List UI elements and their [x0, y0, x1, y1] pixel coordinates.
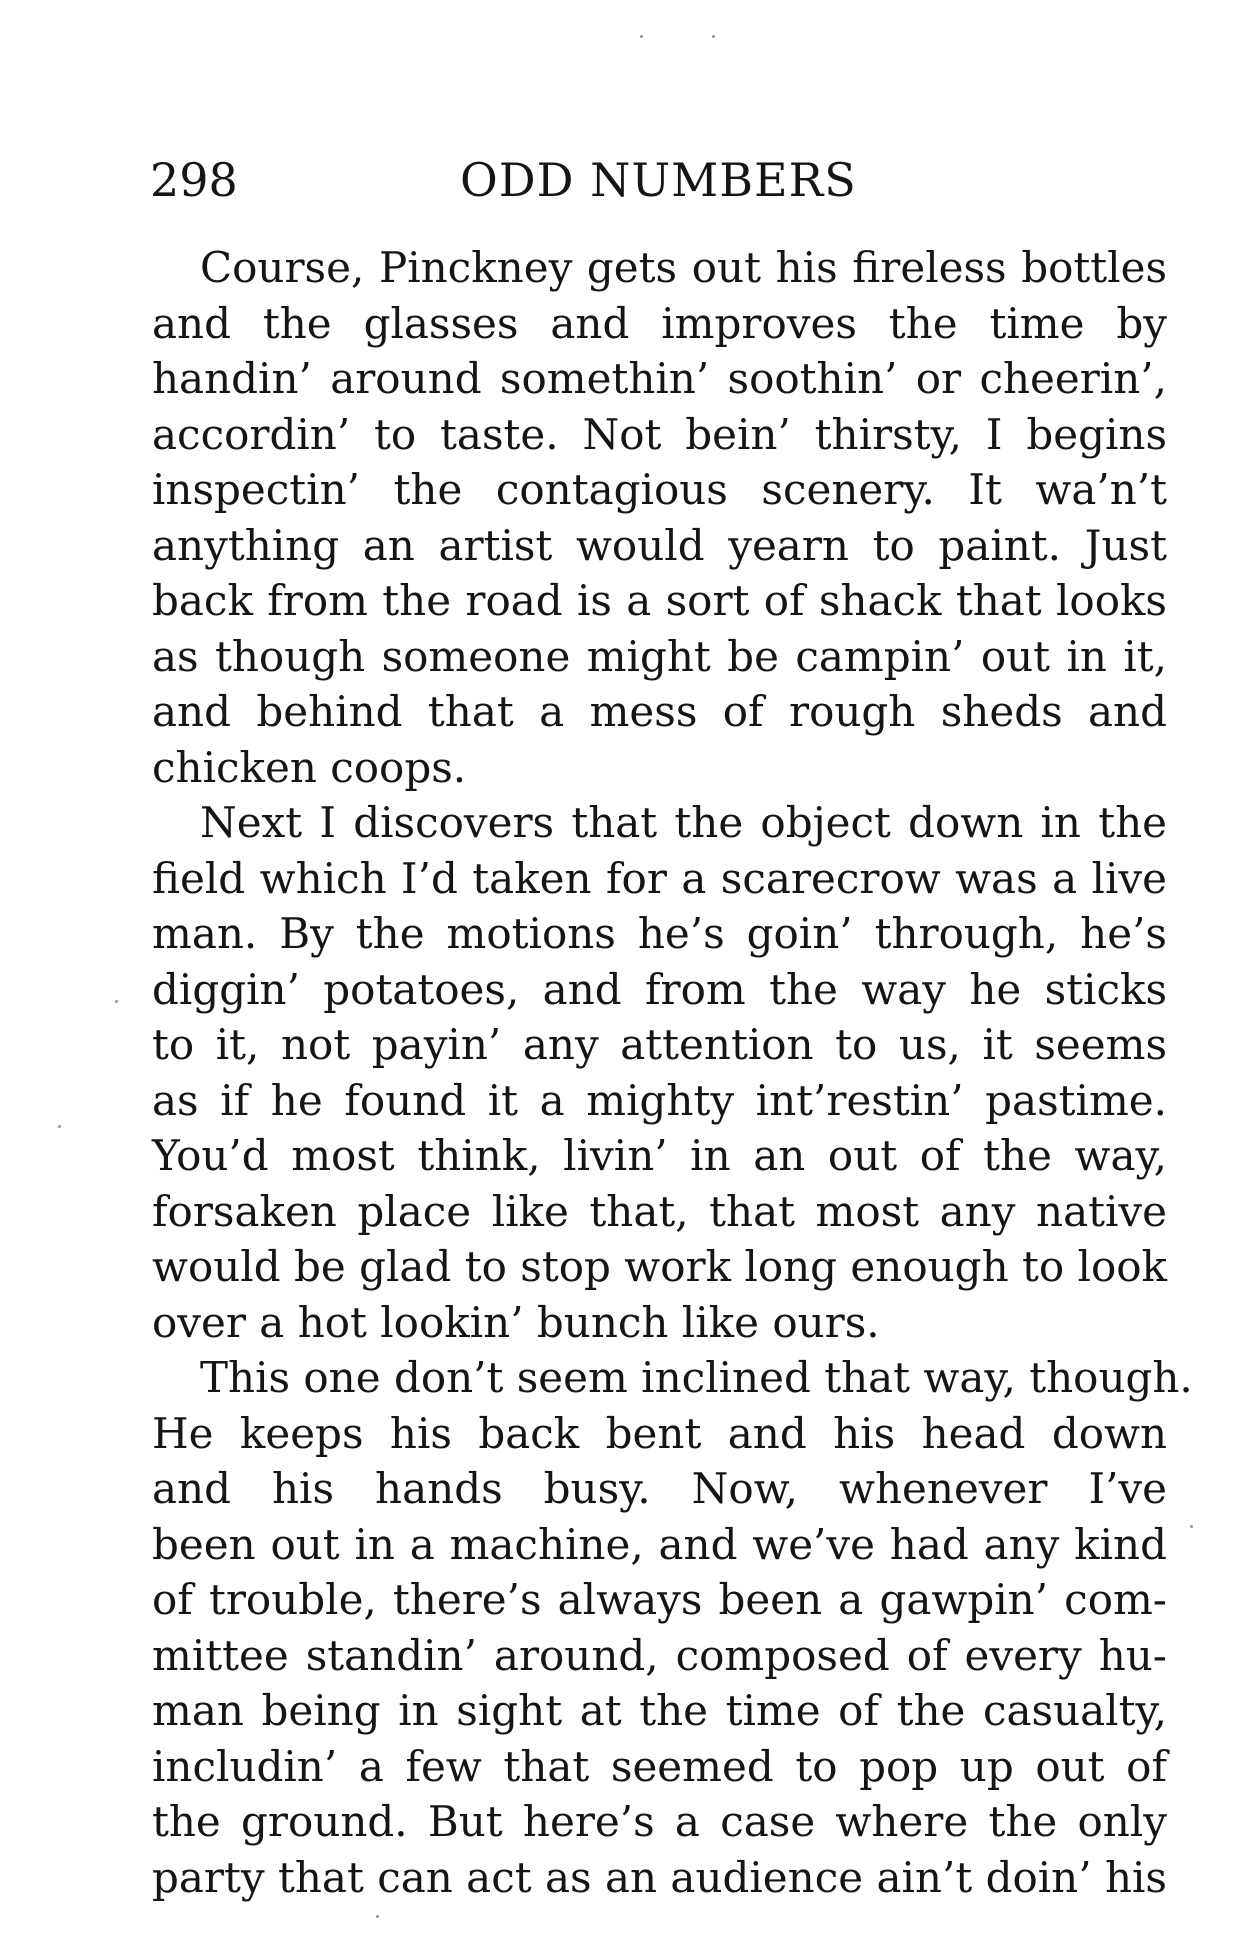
- text-line: of trouble, there’s always been a gawpin’ com-: [152, 1575, 1167, 1624]
- paper-speck: [376, 1915, 379, 1918]
- text-line: party that can act as an audience ain’t doin’ his: [152, 1852, 1167, 1902]
- text-line: mittee standin’ around, composed of every hu-: [152, 1630, 1167, 1680]
- text-line: Next I discovers that the object down in the: [200, 798, 1167, 847]
- text-line: and behind that a mess of rough sheds and: [152, 687, 1167, 736]
- paper-speck: [712, 35, 715, 38]
- text-line: accordin’ to taste. Not bein’ thirsty, I begins: [152, 409, 1167, 459]
- text-line: This one don’t seem inclined that way, though.: [200, 1353, 1193, 1402]
- text-line: includin’ a few that seemed to pop up out of: [152, 1741, 1167, 1791]
- text-line: as if he found it a mighty int’restin’ pastime.: [152, 1075, 1167, 1125]
- text-line: would be glad to stop work long enough to look: [152, 1242, 1167, 1291]
- text-line: field which I’d taken for a scarecrow was a live: [152, 853, 1167, 903]
- text-line: Course, Pinckney gets out his fireless bottles: [200, 243, 1167, 292]
- text-line: and the glasses and improves the time by: [152, 298, 1167, 348]
- running-title: ODD NUMBERS: [460, 153, 857, 207]
- paper-speck: [640, 35, 643, 38]
- text-line: inspectin’ the contagious scenery. It wa’n’t: [152, 465, 1167, 514]
- paper-speck: [58, 1125, 61, 1128]
- text-line: and his hands busy. Now, whenever I’ve: [152, 1464, 1167, 1513]
- page-header: [150, 150, 1170, 210]
- text-line: anything an artist would yearn to paint. Just: [152, 520, 1167, 570]
- text-line: He keeps his back bent and his head down: [152, 1408, 1167, 1458]
- text-line: forsaken place like that, that most any native: [152, 1186, 1167, 1236]
- text-line: as though someone might be campin’ out in it,: [152, 631, 1167, 681]
- paper-speck: [1190, 1525, 1193, 1528]
- text-line: diggin’ potatoes, and from the way he sticks: [152, 964, 1167, 1014]
- paper-speck: [115, 1000, 118, 1003]
- text-line: chicken coops.: [152, 742, 467, 792]
- text-line: You’d most think, livin’ in an out of the way,: [152, 1131, 1167, 1180]
- text-line: handin’ around somethin’ soothin’ or cheerin’,: [152, 354, 1167, 403]
- text-line: back from the road is a sort of shack that looks: [152, 576, 1167, 625]
- page-number: 298: [150, 153, 238, 207]
- text-line: over a hot lookin’ bunch like ours.: [152, 1297, 880, 1347]
- body-text: [152, 240, 1193, 1905]
- text-line: the ground. But here’s a case where the only: [152, 1797, 1167, 1846]
- text-line: been out in a machine, and we’ve had any kind: [152, 1519, 1167, 1569]
- text-line: man being in sight at the time of the casualty,: [152, 1686, 1167, 1735]
- text-line: to it, not payin’ any attention to us, it seems: [152, 1020, 1167, 1069]
- text-line: man. By the motions he’s goin’ through, he’s: [152, 909, 1167, 958]
